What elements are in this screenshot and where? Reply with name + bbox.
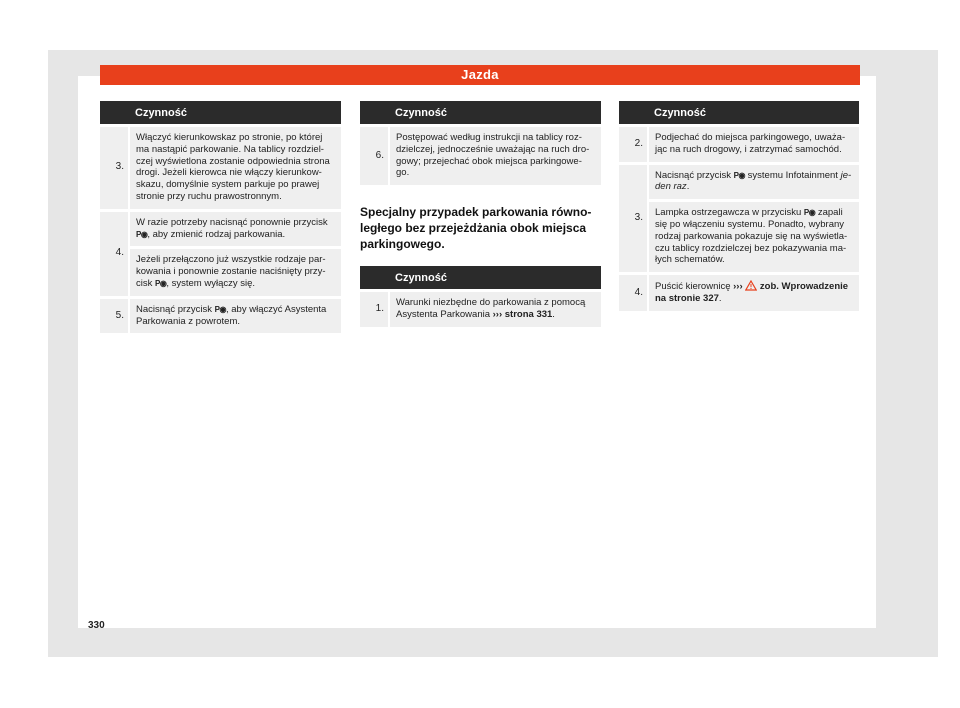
table-row: 1. Warunki niezbędne do parkowania z pomocą Asystenta Parkowania ››› strona 331. bbox=[360, 292, 601, 327]
parking-button-icon: P◉ bbox=[803, 208, 816, 218]
step-number: 4. bbox=[100, 212, 128, 296]
step-subtext: W razie potrzeby nacisnąć ponownie przycisk P◉, aby zmienić rodzaj parkowania. bbox=[136, 216, 328, 240]
step-number: 4. bbox=[619, 275, 647, 311]
steps-table-left bbox=[100, 98, 341, 336]
table-row: 4. Puścić kierownicę ››› zob. Wprowadzenie na stronie 327. bbox=[619, 275, 859, 311]
parking-button-icon: P◉ bbox=[136, 229, 148, 239]
table-header-row bbox=[100, 101, 341, 124]
left-column bbox=[100, 101, 341, 336]
parking-button-icon: P◉ bbox=[733, 170, 745, 180]
step-text: Podjechać do miejsca parkingowego, uważa-jąc na ruch drogowy, i zatrzymać samochód. bbox=[647, 127, 859, 162]
step-number: 3. bbox=[619, 165, 647, 273]
reference-link[interactable]: zob. Wprowadzenie na stronie 327 bbox=[655, 281, 849, 304]
table-row bbox=[100, 127, 341, 209]
table-row bbox=[360, 127, 601, 185]
right-column bbox=[619, 101, 859, 314]
step-number: 2. bbox=[619, 127, 647, 162]
table-row bbox=[619, 165, 859, 273]
column-header: Czynność bbox=[388, 266, 601, 289]
table-header-row bbox=[619, 101, 859, 124]
table-header-row bbox=[360, 266, 601, 289]
divider bbox=[130, 246, 341, 249]
step-subtext: Lampka ostrzegawcza w przycisku P◉ zapali się po włączeniu systemu. Ponadto, wybrany rodzaj parkowania pokazuje się na wyświetla-czu tablicy rozdzielczej bez pokazywania ma-łych schematów. bbox=[655, 207, 848, 266]
step-subtext: Nacisnąć przycisk P◉ systemu Infotainment je-den raz. bbox=[655, 169, 852, 193]
step-text: Włączyć kierunkowskaz po stronie, po której ma nastąpić parkowanie. Na tablicy rozdziel-czej wyświetlona zostanie odpowiednia strona drogi. Jeżeli kierowca nie włączy kierunkow-skazu, domyślnie system parkuje po prawej stronie przy ruchu prawostronnym. bbox=[128, 127, 341, 209]
table-header-row bbox=[360, 101, 601, 124]
divider bbox=[649, 199, 859, 202]
section-header: Jazda bbox=[100, 65, 860, 85]
step-number: 3. bbox=[100, 127, 128, 209]
column-header: Czynność bbox=[388, 101, 601, 124]
page-number: 330 bbox=[88, 620, 105, 631]
step-subtext: Jeżeli przełączono już wszystkie rodzaje par-kowania i ponownie zostanie naciśnięty przy-cisk P◉, system wyłączy się. bbox=[136, 254, 326, 289]
parking-button-icon: P◉ bbox=[155, 278, 167, 288]
column-header: Czynność bbox=[128, 101, 341, 124]
steps-table-mid bbox=[360, 98, 601, 188]
middle-column bbox=[360, 101, 601, 330]
steps-table-right bbox=[619, 98, 859, 314]
section-heading: Specjalny przypadek parkowania równo-ległego bez przejeżdżania obok miejsca parkingowego. bbox=[360, 205, 592, 252]
table-row bbox=[619, 127, 859, 162]
step-number: 1. bbox=[360, 292, 388, 327]
column-header: Czynność bbox=[647, 101, 859, 124]
table-row bbox=[100, 212, 341, 296]
warning-triangle-icon bbox=[745, 280, 757, 291]
step-text: Postępować według instrukcji na tablicy roz-dzielczej, jednocześnie uważając na ruch dro-gowy; przejechać obok miejsca parkingowe-go. bbox=[388, 127, 601, 185]
page-link[interactable]: ››› strona 331 bbox=[492, 308, 553, 320]
table-row: 5. Nacisnąć przycisk P◉, aby włączyć Asystenta Parkowania z powrotem. bbox=[100, 299, 341, 334]
steps-table-mid-2 bbox=[360, 263, 601, 330]
parking-button-icon: P◉ bbox=[214, 304, 226, 314]
step-number: 6. bbox=[360, 127, 388, 185]
step-number: 5. bbox=[100, 299, 128, 334]
